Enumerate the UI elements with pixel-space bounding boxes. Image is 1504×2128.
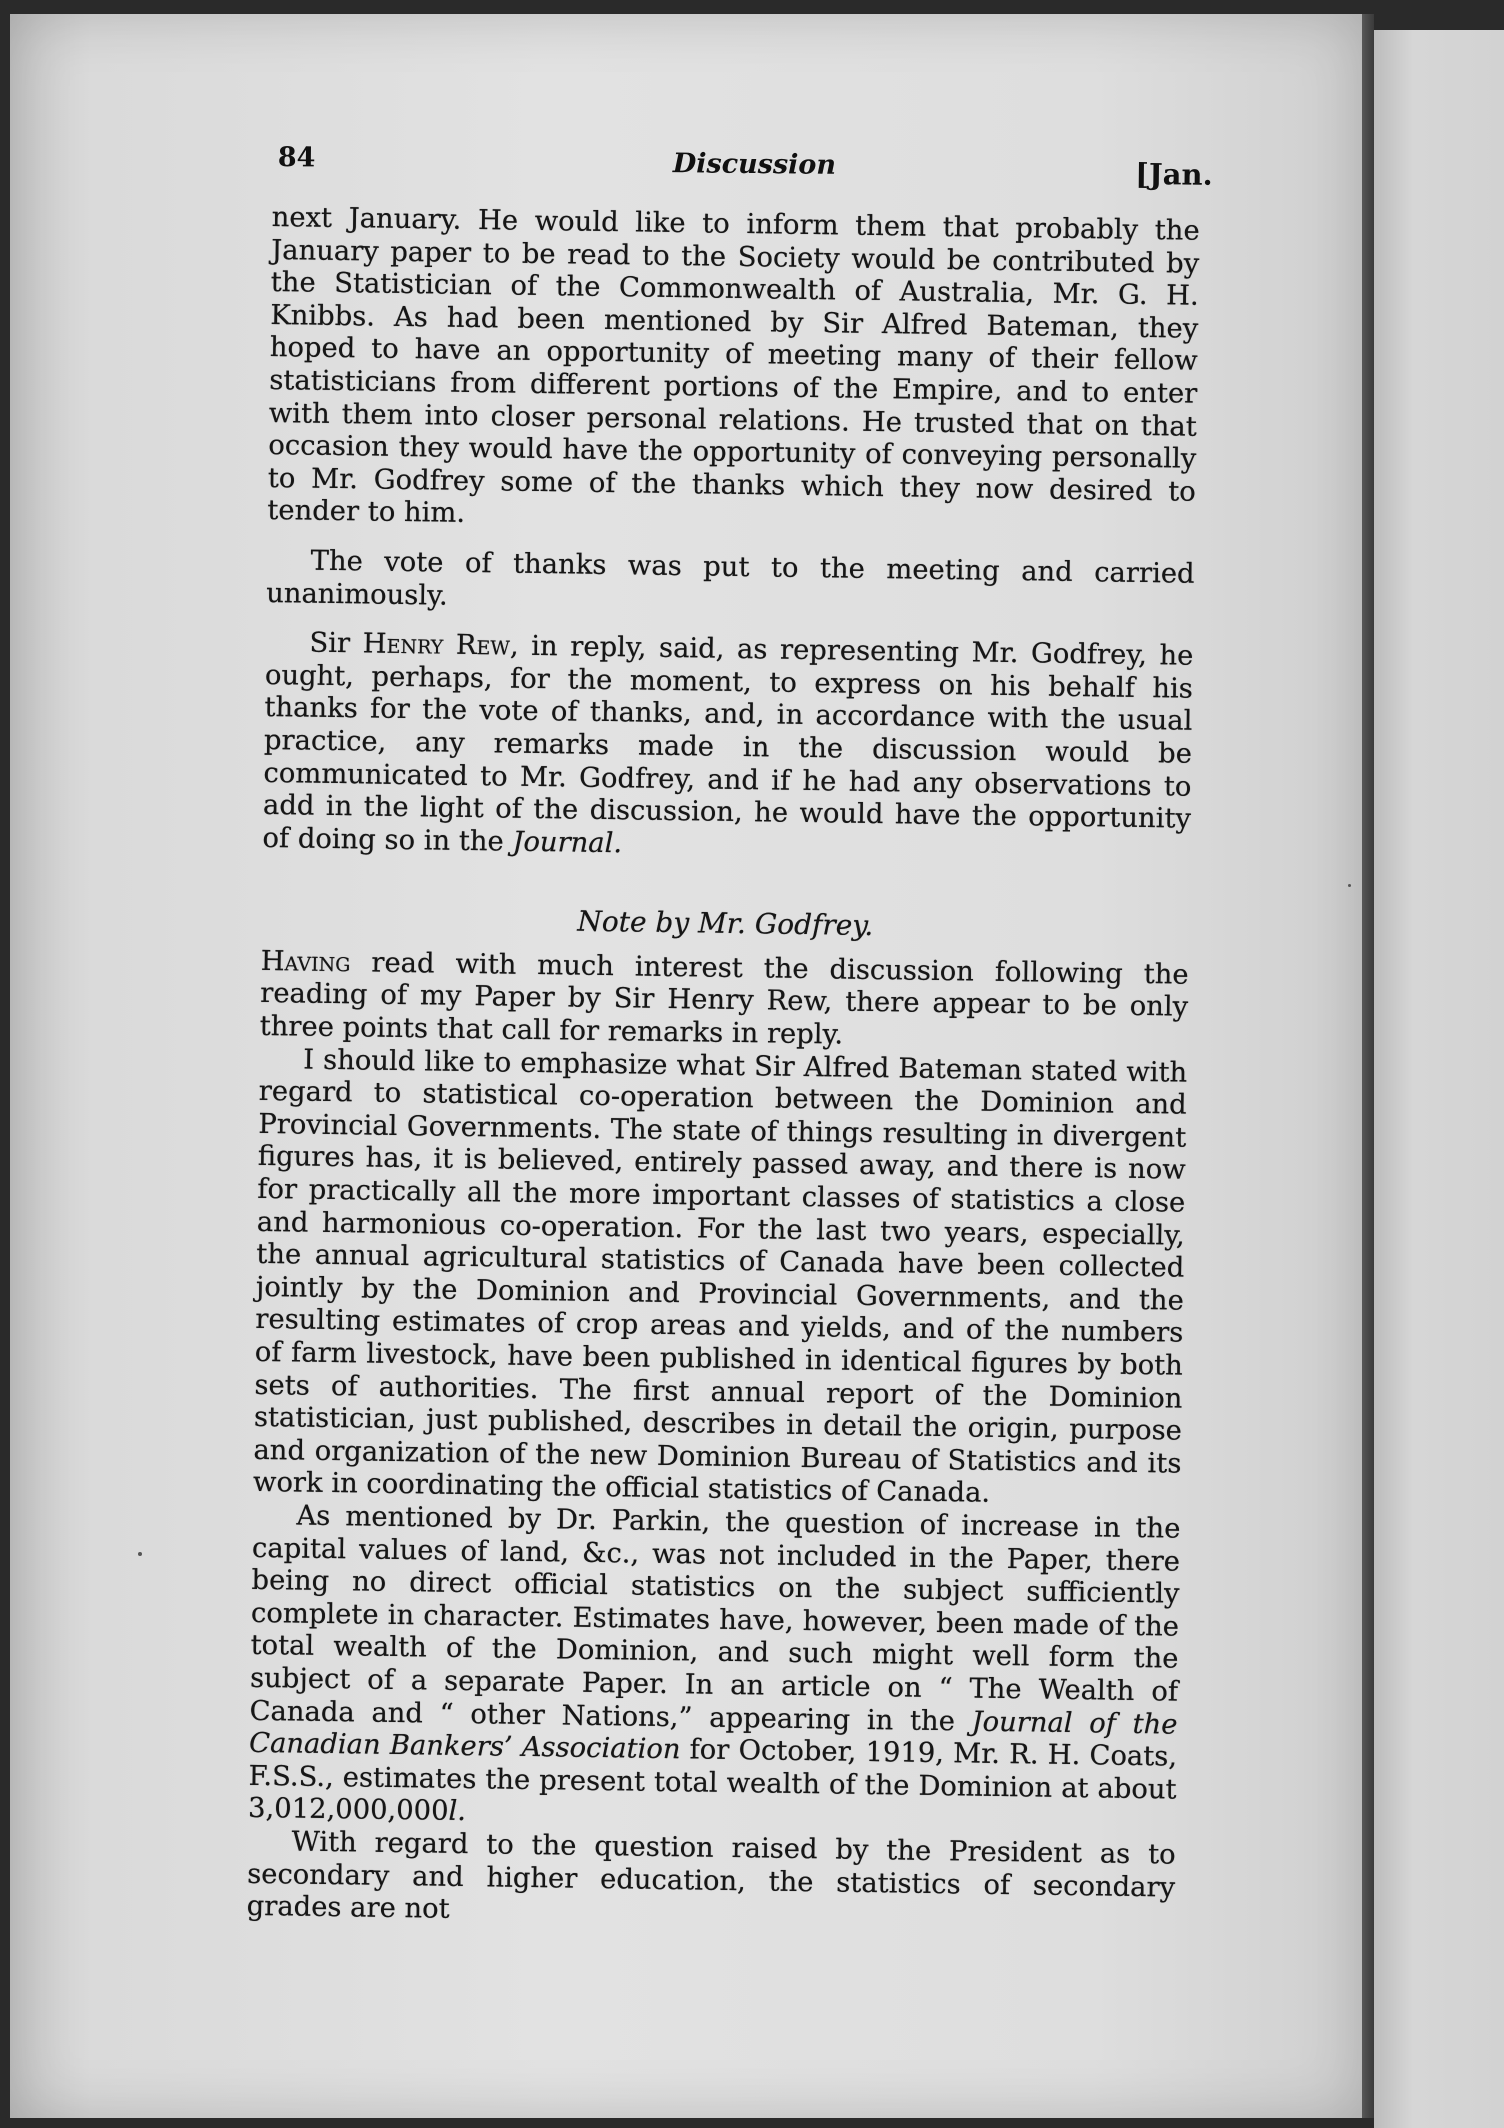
- paragraph: [262, 627, 1193, 869]
- header-month: [Jan.: [1135, 156, 1213, 192]
- scan-speck: [138, 1552, 142, 1556]
- facing-page: [1374, 30, 1504, 2128]
- page-header: [277, 142, 1212, 202]
- scan-speck: [1348, 884, 1351, 887]
- paragraph: The vote of thanks was put to the meeting and carried unanimously.: [265, 545, 1195, 612]
- paragraph-text: As mentioned by Dr. Parkin, the question of increase in the capital values of land, &c., was not included in the Paper, there being no direct official statistics on the subject sufficiently complete in character. Estimates have, however, been made of the total wealth of the Dominion, and such might well form the subject of a separate Paper. In an article on “ The Wealth of Canada and “ other Nations,” appearing in the: [249, 1500, 1181, 1738]
- speaker-name: Henry Rew: [362, 628, 511, 662]
- paragraph: I should like to emphasize what Sir Alfred Bateman stated with regard to statistical co-operation between the Dominion and Provincial Governments. The state of things resulting in divergent figures has, it is believed, entirely passed away, and there is now for practically all the more important classes of statistics a close and harmonious co-operation. For the last two years, especially, the annual agricultural statistics of Canada have been collected jointly by the Dominion and Provincial Governments, and the resulting estimates of crop areas and yields, and of the numbers of farm livestock, have been published in identical figures by both sets of authorities. The first annual report of the Dominion statistician, just published, describes in detail the origin, purpose and organization of the new Dominion Bureau of Statistics and its work in coordinating the official statistics of Canada.: [252, 1044, 1188, 1510]
- paragraph: With regard to the question raised by the President as to secondary and higher education, the statistics of secondary grades are not: [246, 1826, 1176, 1925]
- paragraph: next January. He would like to inform them that probably the January paper to be read to the Society would be contributed by the Statistician of the Commonwealth of Australia, Mr. G. H. Knibbs. As had been mentioned by Sir Alfred Bateman, they hoped to have an opportunity of meeting many of their fellow statisticians from different portions of the Empire, and to enter with them into closer personal relations. He trusted that on that occasion they would have the opportunity of conveying personally to Mr. Godfrey some of the thanks which they now desired to tender to him.: [267, 202, 1200, 530]
- page-number: 84: [277, 142, 316, 174]
- paragraph-lead: Having: [260, 945, 351, 979]
- paragraph: [248, 1500, 1181, 1840]
- journal-title: Journal.: [512, 826, 623, 859]
- section-heading: Note by Mr. Godfrey.: [577, 904, 874, 943]
- page-body: [246, 202, 1199, 1937]
- running-head: Discussion: [672, 148, 837, 181]
- journal-title: Journal of the Canadian Bankers’ Association: [248, 1706, 1178, 1766]
- paragraph-lead: Sir: [309, 627, 363, 660]
- paragraph-text: read with much interest the discussion following the reading of my Paper by Sir Henry Rew, there appear to be only three points that call for remarks in reply.: [259, 947, 1189, 1051]
- paragraph-text: for October, 1919, Mr. R. H. Coats, F.S.S., estimates the present total wealth of the Dominion at about 3,012,000,000: [247, 1734, 1178, 1828]
- pound-sign: l.: [448, 1796, 467, 1828]
- paragraph-text: , in reply, said, as representing Mr. Godfrey, he ought, perhaps, for the moment, to express on his behalf his thanks for the vote of thanks, and, in accordance with the usual practice, any remarks made in the discussion would be communicated to Mr. Godfrey, and if he had any observations to add in the light of the discussion, he would have the opportunity of doing so in the: [262, 630, 1194, 858]
- paragraph: [260, 946, 1189, 1058]
